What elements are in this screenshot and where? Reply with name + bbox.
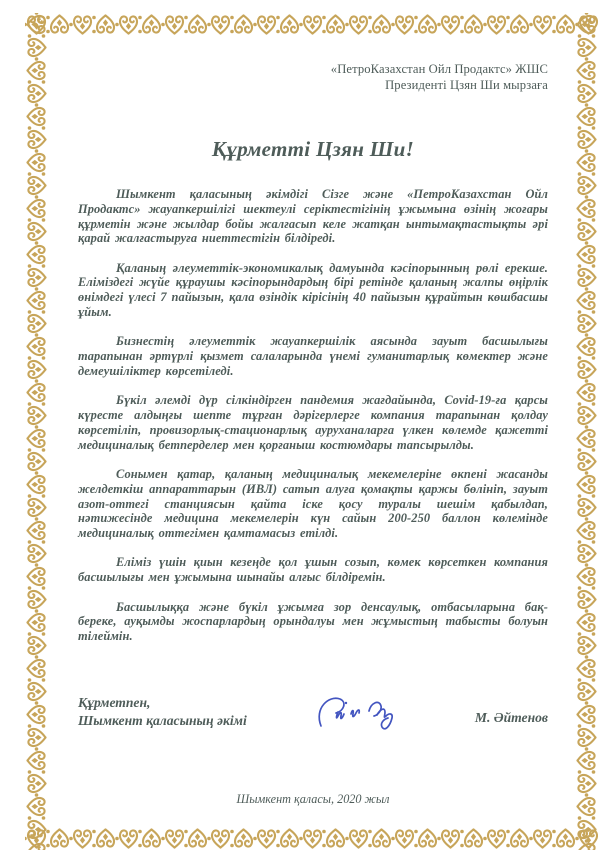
salutation-heading: Құрметті Цзян Ши! [211,137,415,161]
body-paragraph-2: Қаланың әлеуметтік-экономикалық дамуында кәсіпорынның рөлі ерекше. Еліміздегі жүйе құраушы кәсіпорындардың бірі ретінде қаланың жалпы өңірлік өнімдегі үлесі 7 пайызын, қала өзіндік кірісінің 40 пайызын құрайтын көшбасшы ұйым. [78,260,548,320]
signature-area [247,690,475,740]
body-paragraph-5: Сонымен қатар, қаланың медициналық мекемелеріне өкпені жасанды желдеткіш аппараттарын (ИВЛ) сатып алуға қомақты қаржы бөлініп, зауыт азот-оттегі станциясын қайта іске қосу туралы шешім қабылдап, нәтижесінде медицина мекемелерін күн сайын 200-250 баллон көлемінде медициналық оттегімен қамтамасыз етілді. [78,466,548,541]
body-paragraph-3: Бизнестің әлеуметтік жауапкершілік аясында зауыт басшылығы тарапынан әртүрлі қызмет салаларында үнемі гуманитарлық көмектер және демеушіліктер көрсетіледі. [78,334,548,378]
signature-handwriting-icon [311,690,411,740]
recipient-block [78,62,548,93]
recipient-person: Президенті Цзян Ши мырзаға [385,77,548,92]
letter-body [78,62,548,807]
footer-place-date: Шымкент қаласы, 2020 жыл [236,791,390,806]
closing-position: Шымкент қаласының әкімі [78,712,247,728]
recipient-company: «ПетроКазахстан Ойл Продактс» ЖШС [330,62,548,76]
closing-block [78,694,548,740]
body-paragraph-6: Еліміз үшін қиын кезеңде қол ұшын созып, көмек көрсеткен компания басшылығы мен ұжымына шынайы алғыс білдіремін. [78,555,548,585]
body-paragraph-7: Басшылыққа және бүкіл ұжымға зор денсаулық, отбасыларына бақ-береке, ауқымды жоспарлардың орындалуы мен жұмыстың табысты болуын тілеймін. [78,599,548,644]
body-paragraph-4: Бүкіл әлемді дүр сілкіндірген пандемия жағдайында, Covid-19-ға қарсы күресте алдыңғы шепте тұрған дәрігерлерге компания тарапынан қолдау көрсетіліп, провизорлық-стационарлық ауруханаларға үлкен көлемде қажетті медициналық бетперделер мен қорғаныш костюмдары тапсырылды. [78,393,548,452]
closing-sender-title [78,694,247,730]
body-paragraph-1: Шымкент қаласының әкімдігі Сізге және «ПетроКазахстан Ойл Продактс» жауапкершілігі шектеулі серіктестігінің ұжымына өзінің жоғары құрметін және жылдар бойы жалғасып келе жатқан ынтымақтастықты әрі қарай жалғастыруға ниеттестігін білдіреді. [78,187,548,246]
signer-name: М. Әйтенов [474,709,548,725]
closing-salutation: Құрметпен, [78,694,151,710]
